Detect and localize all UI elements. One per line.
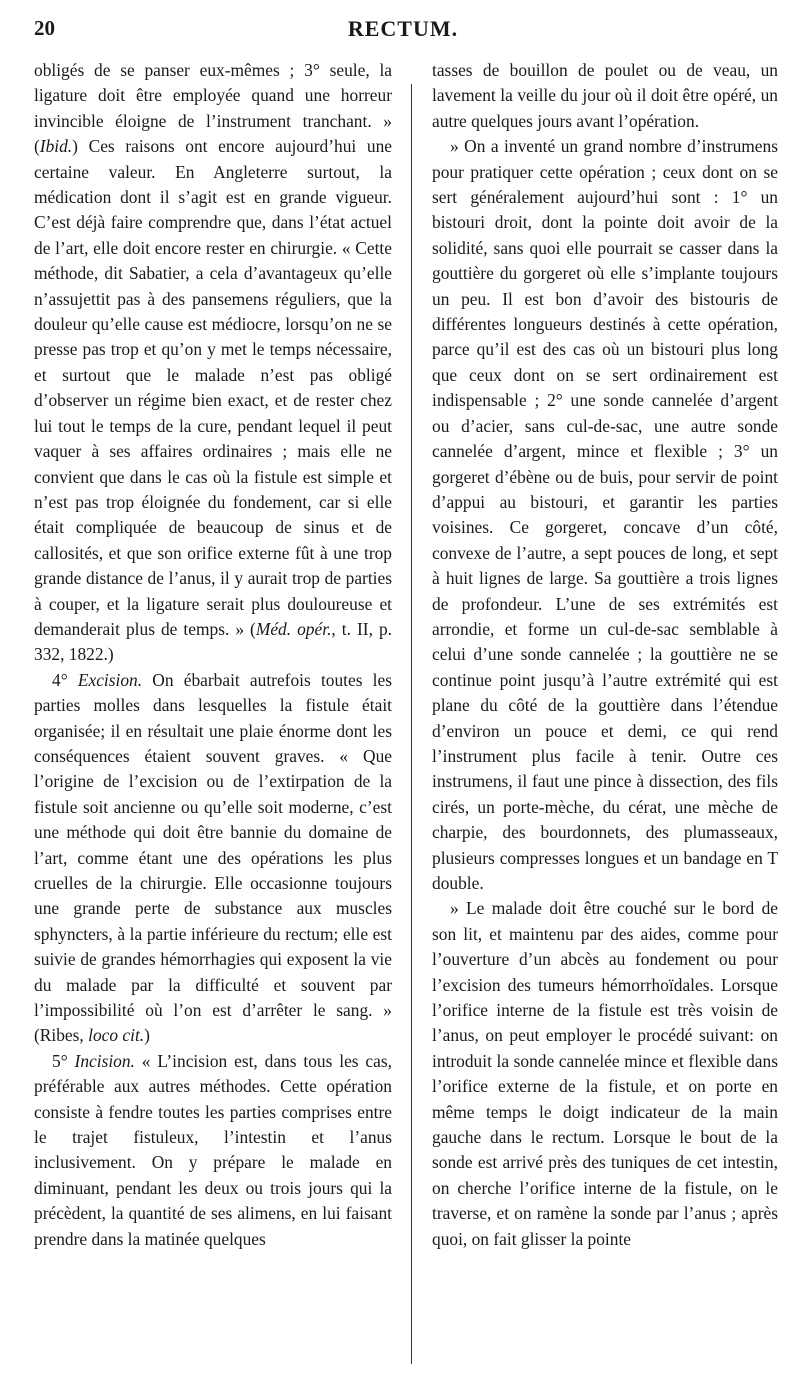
right-column <box>432 58 778 1252</box>
column-divider <box>411 84 412 1364</box>
section-title-excision: Excision. <box>77 669 143 690</box>
running-title: RECTUM. <box>347 16 459 41</box>
paragraph-incision: 5° Incision. « L’incision est, dans tous les cas, préférable aux autres méthodes. Cette opération consiste à fendre toutes les parties comprises entre le trajet fistuleux, l’intestin et l’anus inclusivement. On y prépare le malade en diminuant, pendant les deux ou trois jours qui la précèdent, la quantité de ses alimens, en lui faisant prendre dans la matinée quelques <box>34 1050 392 1249</box>
page-number: 20 <box>34 16 55 40</box>
paragraph-ligature: obligés de se panser eux-mêmes ; 3° seule, la ligature doit être employée quand une horreur invincible éloigne de l’instrument tranchant. » (Ibid.) Ces raisons ont encore aujourd’hui une certaine valeur. En Angleterre surtout, la médication dont il s’agit est en grande vigueur. C’est déjà faire comprendre que, dans l’état actuel de l’art, elle doit encore rester en chirurgie. « Cette méthode, dit Sabatier, a cela d’avantageux qu’elle n’assujettit pas à des pansemens réguliers, que la douleur qu’elle cause est médiocre, lorsqu’on ne se presse pas trop et qu’on y met le temps nécessaire, et surtout que le malade n’est pas obligé d’observer un régime bien exact, et de rester chez lui tout le temps de la cure, pendant lequel il peut vaquer à ses affaires ordinaires ; mais elle ne convient que dans le cas où la fistule est simple et n’est pas trop éloignée du fondement, car si elle était compliquée de beaucoup de sinus et de callosités, et que son orifice externe fût à une trop grande distance de l’anus, il y aurait trop de parties à couper, et la ligature serait plus douloureuse et demanderait plus de temps. » (Méd. opér., t. II, p. 332, 1822.) <box>34 60 392 665</box>
page-header <box>34 16 772 46</box>
paragraph-instruments: » On a inventé un grand nombre d’instrumens pour pratiquer cette opération ; ceux dont on se sert généralement aujourd’hui sont : 1° un bistouri droit, dont la pointe doit avoir de la solidité, sans quoi elle pourrait se casser dans la gouttière du gorgeret où elle s’implante toujours un peu. Il est bon d’avoir des bistouris de différentes longueurs destinés à cette opération, parce qu’il est des cas où un bistouri plus long que ceux dont on se sert ordinairement est indispensable ; 2° une sonde cannelée d’argent ou d’acier, sans cul-de-sac, une autre sonde cannelée d’argent, mince et flexible ; 3° un gorgeret d’ébène ou de buis, pour servir de point d’appui au bistouri, et garantir les parties voisines. Ce gorgeret, concave d’un côté, convexe de l’autre, a sept pouces de long, et sept à huit lignes de large. Sa gouttière a trois lignes de profondeur. L’une de ses extrémités est arrondie, et forme un cul-de-sac semblable à celui d’une sonde cannelée ; la gouttière ne se continue point jusqu’à l’autre extrémité qui est plane du côté de la gouttière dans l’étendue d’environ un pouce et demi, ce qui rend l’instrument plus facile à tenir. Outre ces instrumens, il faut une pince à dissection, des fils cirés, un porte-mèche, du cérat, une mèche de charpie, des bourdonnets, des plumasseaux, plusieurs compresses longues et un bandage en T double. <box>432 136 778 893</box>
left-column <box>34 58 392 1252</box>
paragraph-procedure: » Le malade doit être couché sur le bord de son lit, et maintenu par des aides, comme pour l’ouverture d’un abcès au fondement ou pour l’excision des tumeurs hémorrhoïdales. Lorsque l’orifice interne de la fistule est très voisin de l’anus, on peut employer le procédé suivant: on introduit la sonde cannelée mince et flexible dans l’orifice externe de la fistule, et on porte en même temps le doigt indicateur de la main gauche dans le rectum. Lorsque le bout de la sonde est arrivé près des tuniques de cet intestin, on cherche l’orifice interne de la fistule, on le traverse, et on ramène la sonde par l’anus ; après quoi, on fait glisser la pointe <box>432 898 778 1249</box>
paragraph-excision: 4° Excision. On ébarbait autrefois toutes les parties molles dans lesquelles la fistule était organisée; il en résultait une plaie énorme dont les conséquences étaient souvent graves. « Que l’origine de l’excision ou de l’extirpation de la fistule soit ancienne ou qu’elle soit moderne, c’est une méthode qui doit être bannie du domaine de l’art, comme étant une des opérations les plus cruelles de la chirurgie. Elle occasionne toujours une grande perte de substance aux muscles sphyncters, à la partie inférieure du rectum; elle est suivie de grandes hémorrhagies qui exposent la vie du malade par la difficulté et souvent par l’impossibilité où l’on est d’arrêter le sang. » (Ribes, loco cit.) <box>34 669 392 1046</box>
paragraph-preparation: tasses de bouillon de poulet ou de veau, un lavement la veille du jour où il doit être opéré, un autre quelques jours avant l’opération. <box>432 60 778 131</box>
section-title-incision: Incision. <box>74 1050 135 1071</box>
